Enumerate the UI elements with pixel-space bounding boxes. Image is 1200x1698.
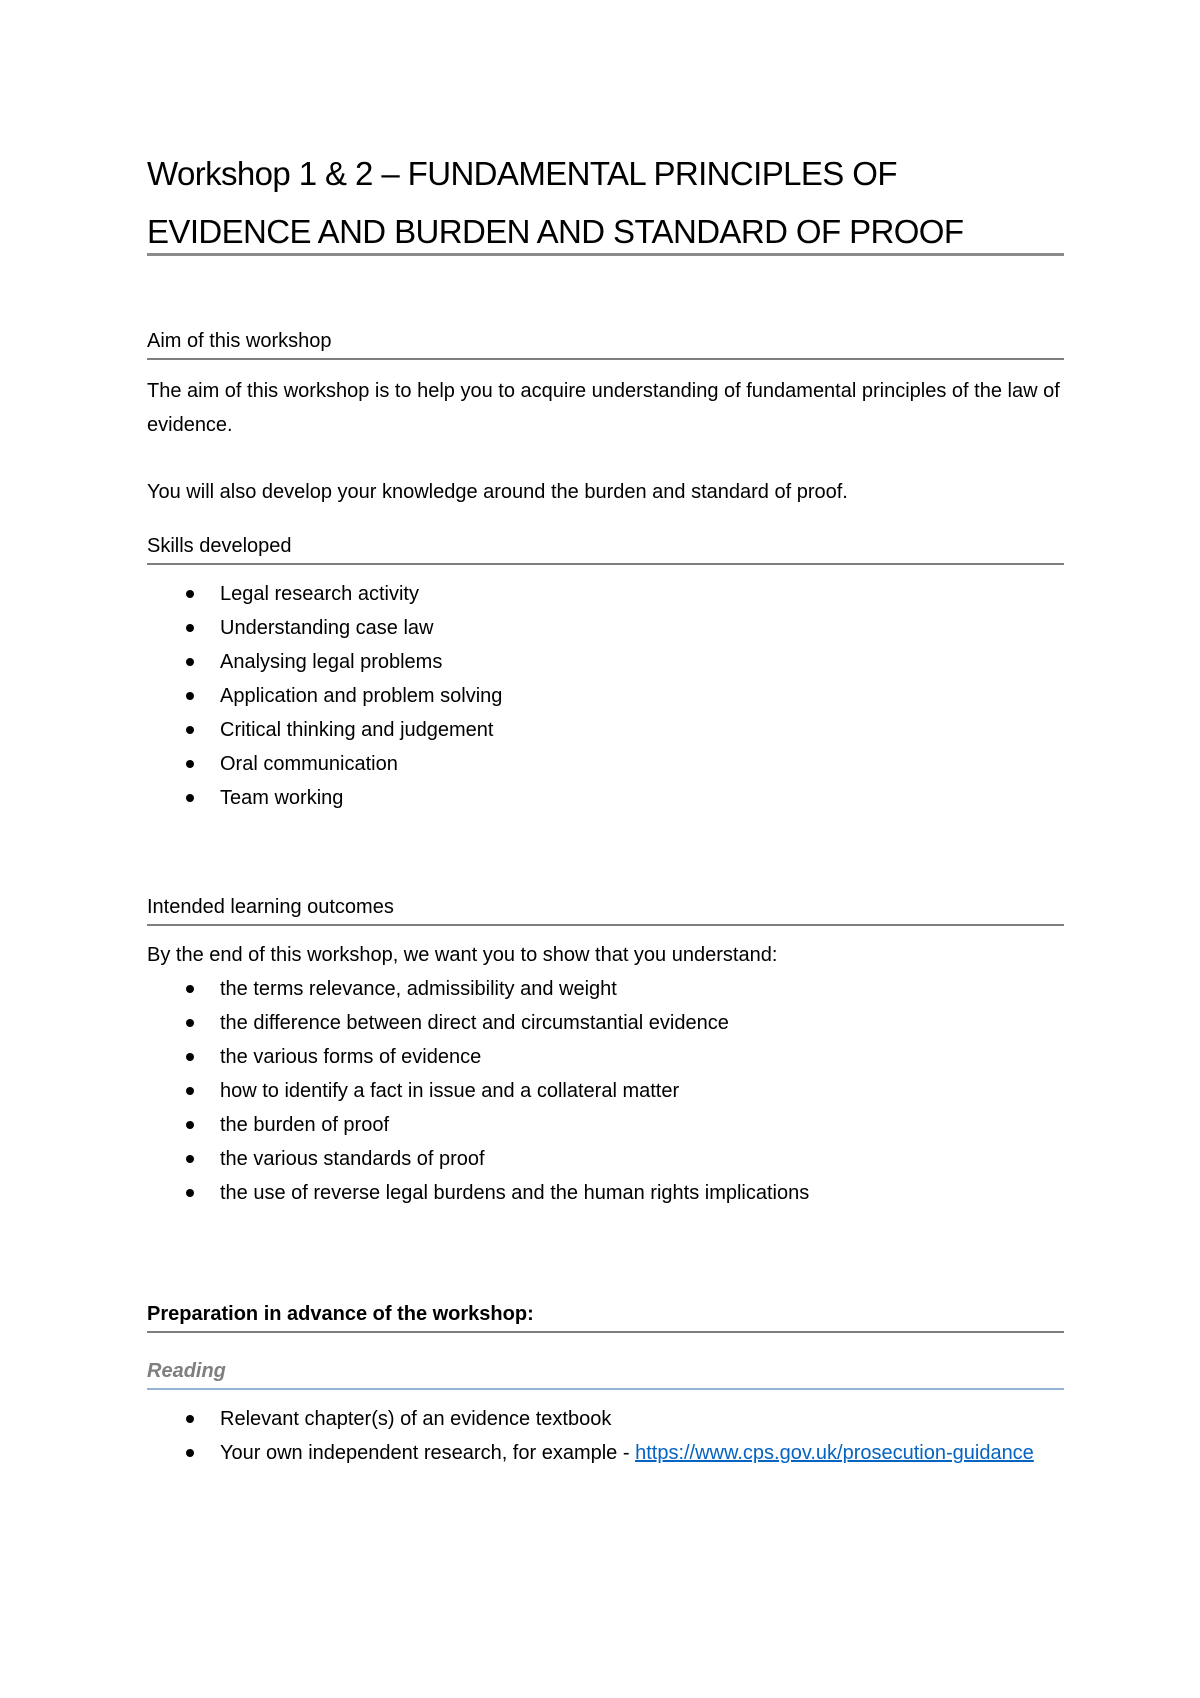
cps-guidance-link[interactable]: https://www.cps.gov.uk/prosecution-guidance: [635, 1442, 1034, 1464]
skills-list-item: Legal research activity: [147, 577, 1064, 611]
document-title-line1: Workshop 1 & 2 – FUNDAMENTAL PRINCIPLES OF: [147, 155, 897, 192]
title-divider: [147, 253, 1064, 256]
outcomes-list-item: the difference between direct and circumstantial evidence: [147, 1006, 1064, 1040]
document-title: [147, 145, 1064, 261]
document-page: [147, 0, 1064, 1698]
preparation-divider: [147, 1331, 1064, 1333]
outcomes-list: [147, 972, 1064, 1210]
skills-heading: Skills developed: [147, 535, 292, 557]
aim-paragraph: The aim of this workshop is to help you to acquire understanding of fundamental principles of the law of evidence.: [147, 380, 1060, 436]
reading-list: [147, 1402, 1064, 1470]
skills-list-item: Oral communication: [147, 747, 1064, 781]
outcomes-list-item: the various forms of evidence: [147, 1040, 1064, 1074]
outcomes-list-item: the use of reverse legal burdens and the human rights implications: [147, 1176, 1064, 1210]
outcomes-divider: [147, 924, 1064, 926]
skills-list-item: Critical thinking and judgement: [147, 713, 1064, 747]
aim-paragraph-2: You will also develop your knowledge around the burden and standard of proof.: [147, 481, 848, 503]
document-title-line2: EVIDENCE AND BURDEN AND STANDARD OF PROOF: [147, 213, 964, 250]
skills-list-item: Understanding case law: [147, 611, 1064, 645]
reading-heading: Reading: [147, 1360, 226, 1382]
outcomes-list-item: how to identify a fact in issue and a collateral matter: [147, 1074, 1064, 1108]
skills-list-item: Analysing legal problems: [147, 645, 1064, 679]
skills-list-item: Team working: [147, 781, 1064, 815]
outcomes-list-item: the various standards of proof: [147, 1142, 1064, 1176]
reading-item-text: Your own independent research, for example -: [220, 1442, 636, 1464]
skills-divider: [147, 563, 1064, 565]
outcomes-list-item: the terms relevance, admissibility and weight: [147, 972, 1064, 1006]
aim-divider: [147, 358, 1064, 360]
outcomes-heading: Intended learning outcomes: [147, 896, 394, 918]
outcomes-intro: By the end of this workshop, we want you to show that you understand:: [147, 944, 778, 966]
skills-list: [147, 577, 1064, 815]
skills-list-item: Application and problem solving: [147, 679, 1064, 713]
preparation-heading: Preparation in advance of the workshop:: [147, 1303, 534, 1325]
reading-list-item: Relevant chapter(s) of an evidence textbook: [147, 1402, 1064, 1436]
reading-list-item: [147, 1436, 1064, 1470]
aim-heading: Aim of this workshop: [147, 330, 332, 352]
outcomes-list-item: the burden of proof: [147, 1108, 1064, 1142]
reading-divider: [147, 1388, 1064, 1390]
